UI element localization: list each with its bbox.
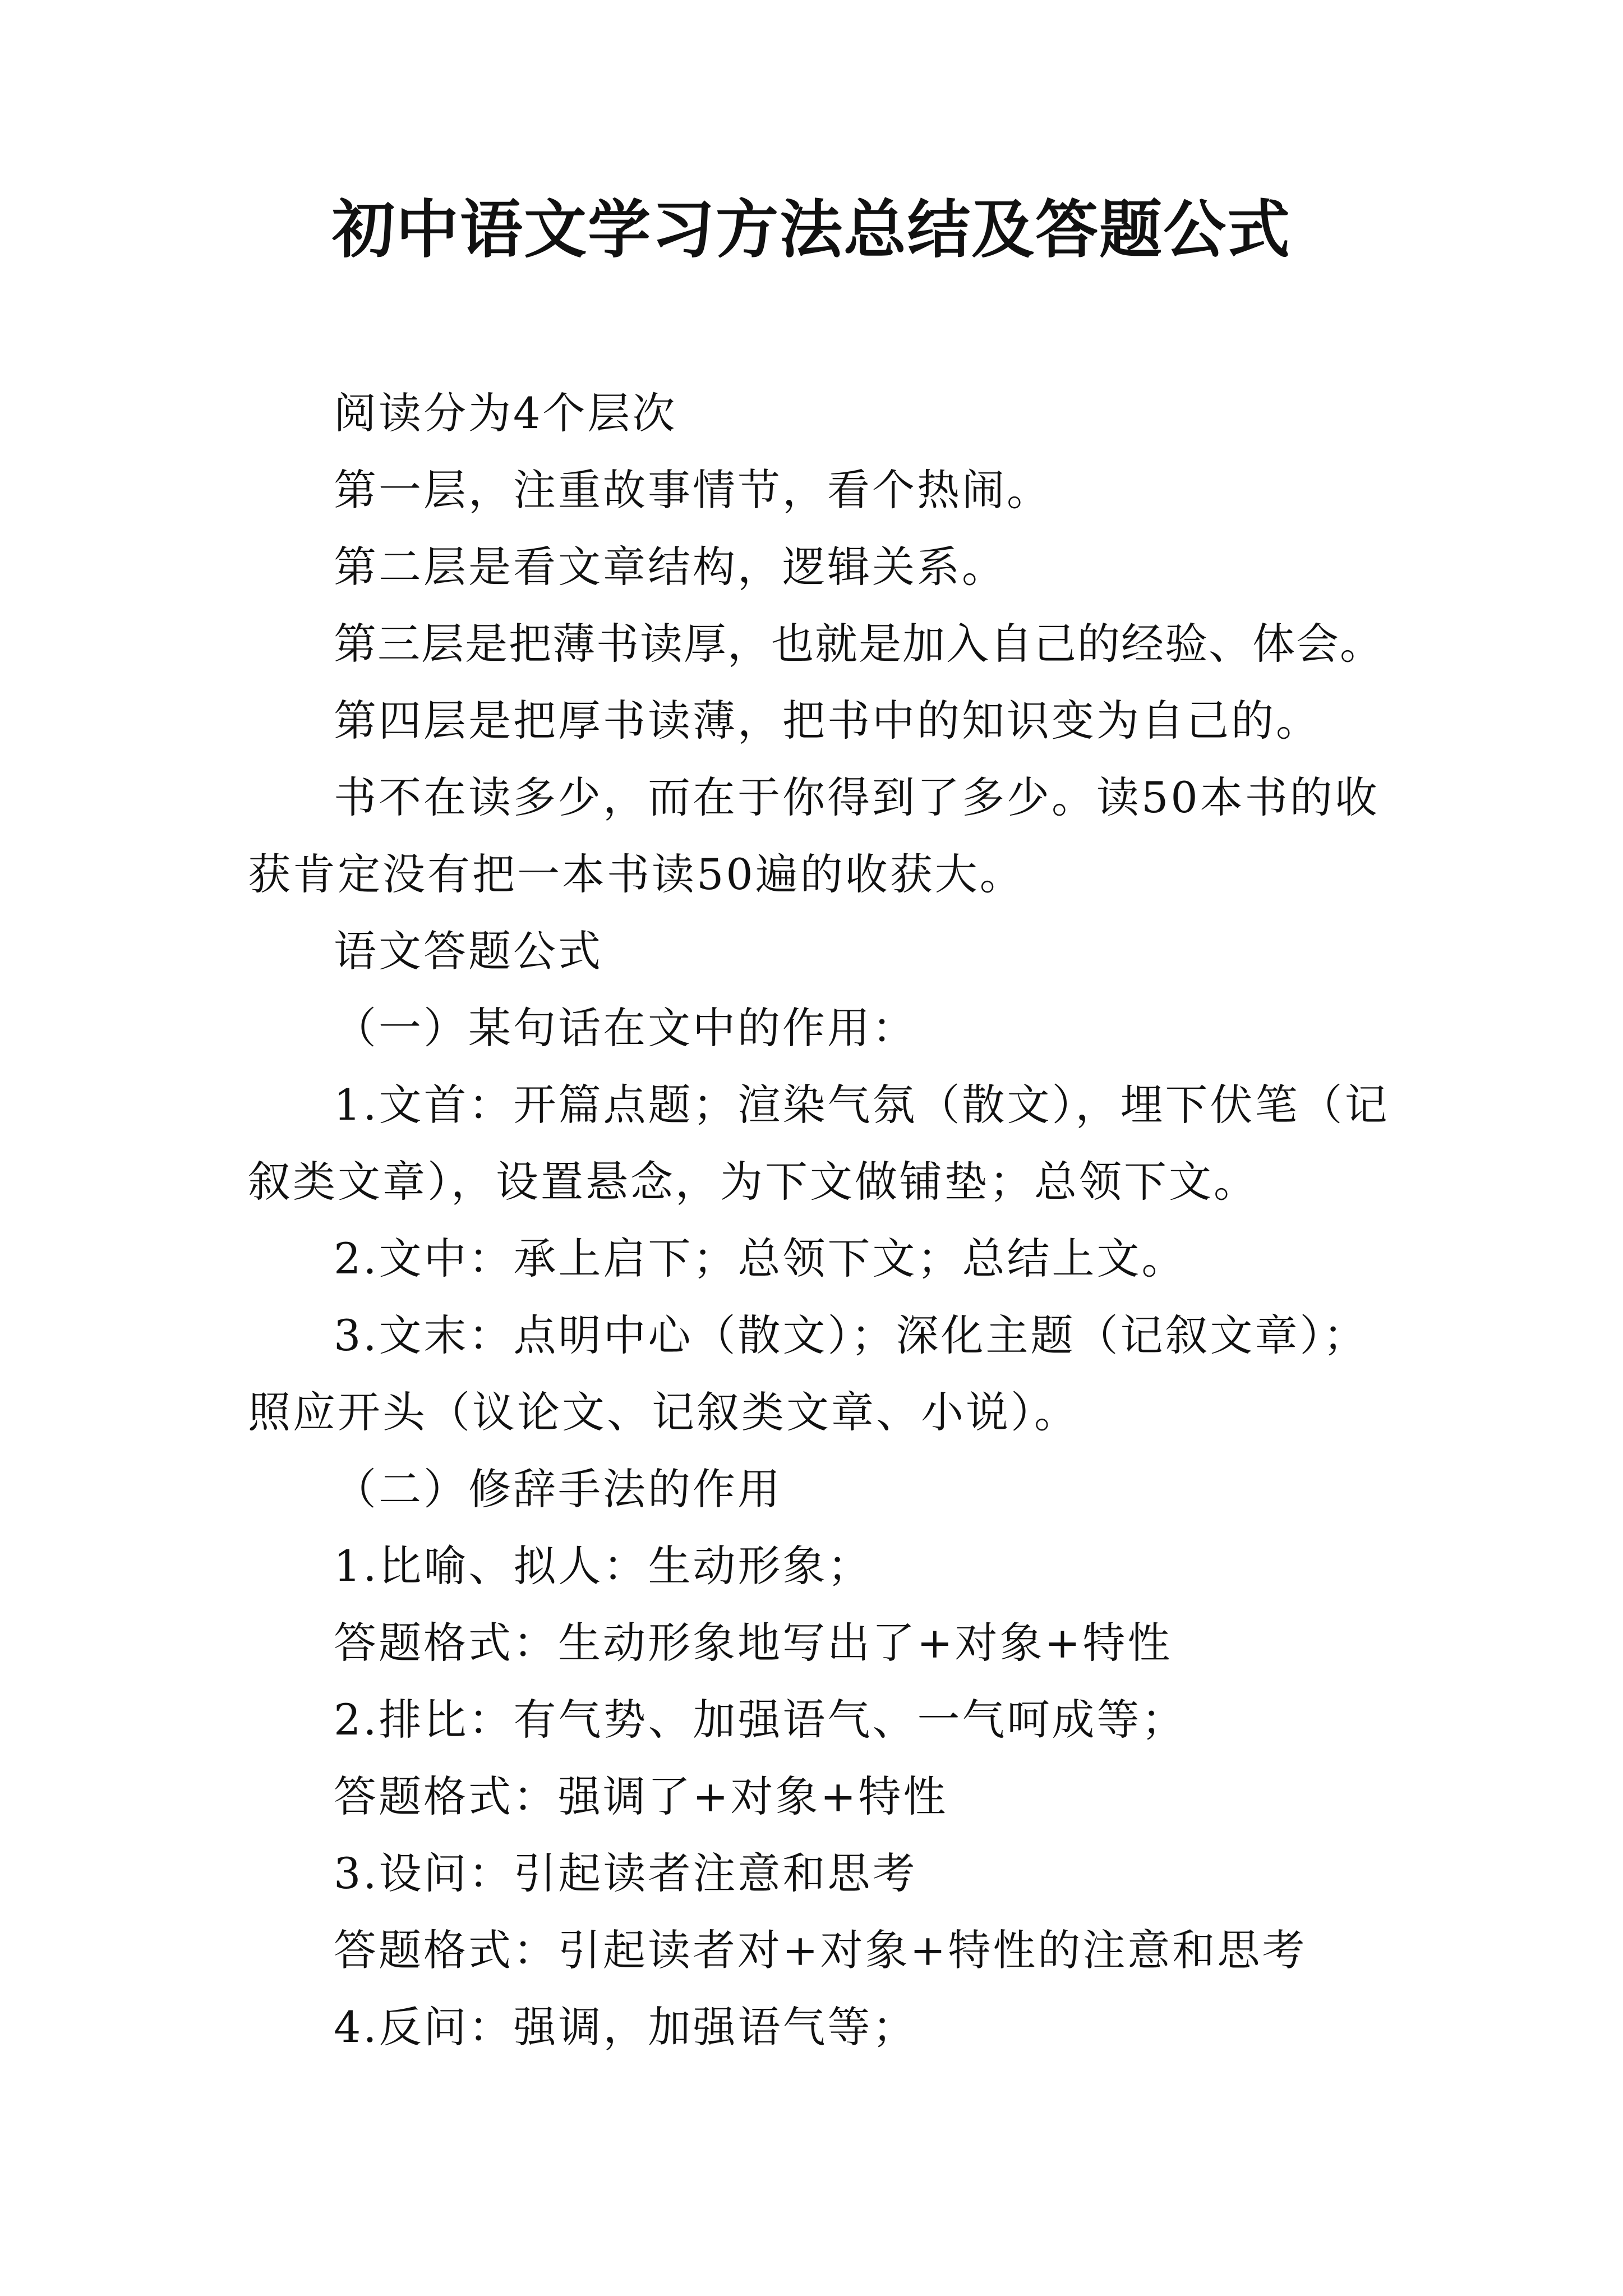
paragraph: 4.反问：强调，加强语气等； [334,2002,917,2052]
paragraph: 阅读分为4个层次 [334,388,677,438]
paragraph: 第四层是把厚书读薄，把书中的知识变为自己的。 [334,696,1321,746]
paragraph: （二）修辞手法的作用 [334,1464,782,1514]
paragraph: 书不在读多少，而在于你得到了多少。读50本书的收获肯定没有把一本书读50遍的收获大。 [248,772,1380,899]
paragraph: 1.比喻、拟人：生动形象； [334,1541,873,1591]
paragraph: 语文答题公式 [334,926,603,976]
paragraph: 第二层是看文章结构，逻辑关系。 [334,542,1007,592]
paragraph: 第一层，注重故事情节，看个热闹。 [334,465,1052,515]
document-title: 初中语文学习方法总结及答题公式 [332,193,1291,266]
paragraph: 答题格式：强调了+对象+特性 [334,1772,948,1821]
document-body [248,375,1403,2065]
paragraph: 第三层是把薄书读厚，也就是加入自己的经验、体会。 [334,619,1384,669]
paragraph: 2.排比：有气势、加强语气、一气呵成等； [334,1695,1187,1745]
paragraph: 2.文中：承上启下；总领下文；总结上文。 [334,1234,1187,1283]
paragraph: 3.文末：点明中心（散文）；深化主题（记叙文章）；照应开头（议论文、记叙类文章、小说）。 [248,1310,1368,1437]
paragraph: （一）某句话在文中的作用： [334,1003,917,1053]
paragraph: 答题格式：引起读者对+对象+特性的注意和思考 [334,1925,1307,1975]
paragraph: 答题格式：生动形象地写出了+对象+特性 [334,1618,1173,1668]
paragraph: 1.文首：开篇点题；渲染气氛（散文），埋下伏笔（记叙类文章），设置悬念，为下文做铺垫；总领下文。 [248,1080,1390,1207]
paragraph: 3.设问：引起读者注意和思考 [334,1848,917,1898]
